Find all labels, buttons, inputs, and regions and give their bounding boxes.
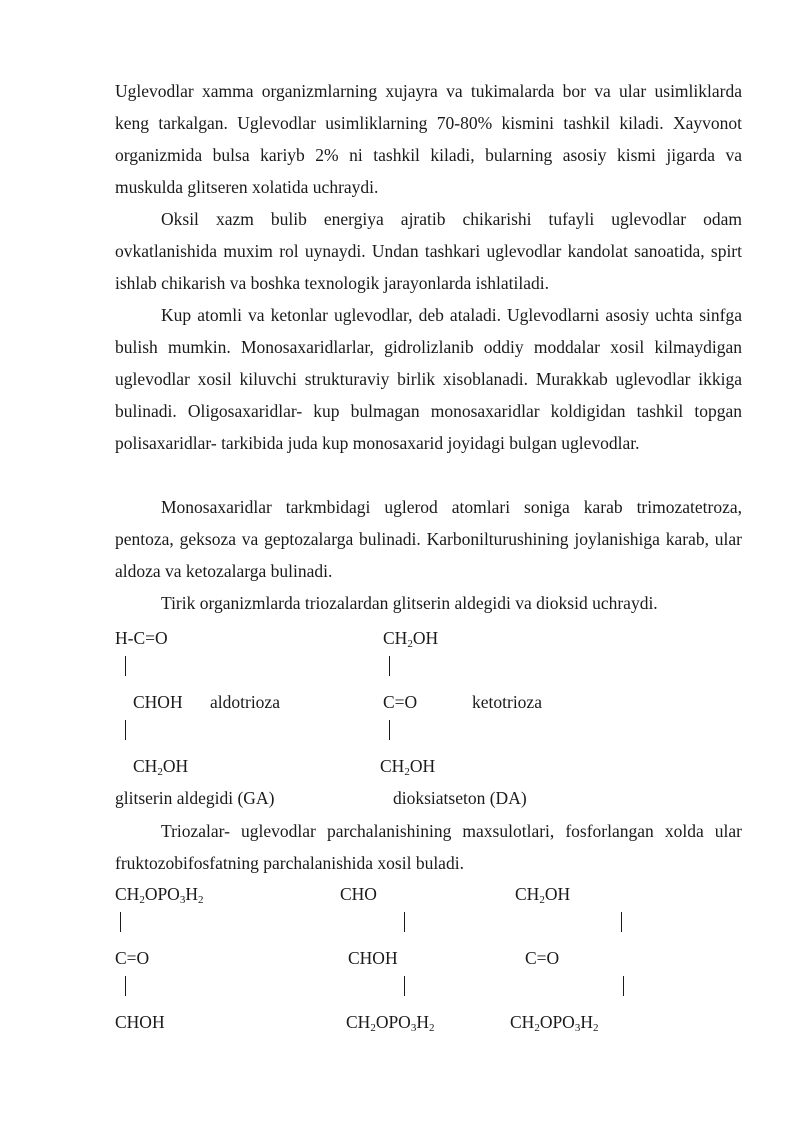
bond-line <box>125 656 126 676</box>
paragraph-3-text: Kup atomli va ketonlar uglevodlar, deb ataladi. Uglevodlarni asosiy uchta sinfga bulish mumkin. Monosaxaridlarlar, gidrolizlanib oddiy moddalar xosil kilmaydigan uglevodlar xosil kiluvchi strukturaviy birlik xisoblanadi. Murakkab uglevodlar ikkiga bulinadi. Oligosaxaridlar- kup bulmagan monosaxaridlar koldigidan tashkil topgan polisaxaridlar- tarkibida juda kup monosaxarid joyidagi bulgan uglevodlar. <box>115 305 742 453</box>
paragraph-6-text: Triozalar- uglevodlar parchalanishining maxsulotlari, fosforlangan xolda ular fruktozobifosfatning parchalanishida xosil buladi. <box>115 821 742 873</box>
bond-line <box>404 912 405 932</box>
paragraph-3 <box>115 299 742 459</box>
col2-top-formula: CHO <box>340 884 377 904</box>
col1-top-formula: $CH_2OPO_3H_2$ <box>115 884 204 906</box>
aldose-mid-formula: CHOH <box>133 692 183 712</box>
col1-mid-formula: C=O <box>115 948 150 968</box>
paragraph-1-text: Uglevodlar xamma organizmlarning xujayra va tukimalarda bor va ular usimliklarda keng tarkalgan. Uglevodlar usimliklarning 70-80% kismini tashkil kiladi. Xayvonot organizmida bulsa kariyb 2% ni tashkil kiladi, bularning asosiy kismi jigarda va muskulda glitseren xolatida uchraydi. <box>115 81 742 197</box>
col2-bottom-formula: $CH_2OPO_3H_2$ <box>346 1012 435 1034</box>
ketose-label: ketotrioza <box>472 692 542 712</box>
bond-line <box>623 976 624 996</box>
aldose-bottom-formula: $CH_2OH$ <box>133 756 189 778</box>
paragraph-4-text: Monosaxaridlar tarkmbidagi uglerod atomlari soniga karab trimozatetroza, pentoza, geksoza va geptozalarga bulinadi. Karbonilturushining joylanishiga karab, ular aldoza va ketozalarga bulinadi. <box>115 497 742 581</box>
paragraph-2-text: Oksil xazm bulib energiya ajratib chikarishi tufayli uglevodlar odam ovkatlanishida muxim rol uynaydi. Undan tashkari uglevodlar kandolat sanoatida, spirt ishlab chikarish va boshka texnologik jarayonlarda ishlatiladi. <box>115 209 742 293</box>
paragraph-5-text: Tirik organizmlarda triozalardan glitserin aldegidi va dioksid uchraydi. <box>161 593 658 613</box>
bond-line <box>389 720 390 740</box>
bond-line <box>120 912 121 932</box>
col1-bottom-formula: CHOH <box>115 1012 165 1032</box>
bond-line <box>621 912 622 932</box>
ga-caption: glitserin aldegidi (GA) <box>115 788 275 808</box>
da-caption: dioksiatseton (DA) <box>393 788 527 808</box>
ketose-bottom-formula: $CH_2OH$ <box>380 756 436 778</box>
ketose-top-formula: $CH_2OH$ <box>383 628 439 650</box>
aldose-label: aldotrioza <box>210 692 280 712</box>
aldose-top-formula: H-C=O <box>115 628 168 648</box>
paragraph-5 <box>115 587 742 619</box>
bond-line <box>389 656 390 676</box>
paragraph-6 <box>115 815 742 879</box>
col2-mid-formula: CHOH <box>348 948 398 968</box>
bond-line <box>125 720 126 740</box>
col3-bottom-formula: $CH_2OPO_3H_2$ <box>510 1012 599 1034</box>
col3-top-formula: $CH_2OH$ <box>515 884 571 906</box>
paragraph-2 <box>115 203 742 299</box>
bond-line <box>125 976 126 996</box>
paragraph-4 <box>115 491 742 587</box>
col3-mid-formula: C=O <box>525 948 560 968</box>
paragraph-1 <box>115 75 742 203</box>
ketose-mid-formula: C=O <box>383 692 418 712</box>
document-page <box>115 0 742 1131</box>
bond-line <box>404 976 405 996</box>
